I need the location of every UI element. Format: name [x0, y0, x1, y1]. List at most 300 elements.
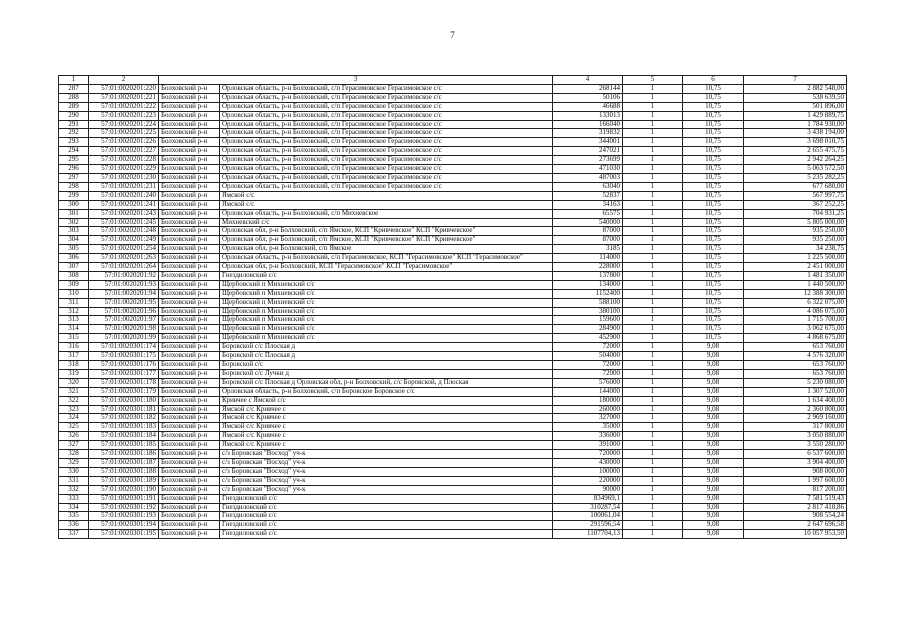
cadastral-number-cell: 57:01:0020301:177	[89, 369, 159, 378]
address-cell: Боровской с/с	[220, 361, 553, 370]
row-number-cell: 287	[59, 84, 89, 93]
row-number-cell: 320	[59, 378, 89, 387]
area-cell: 268144	[553, 84, 623, 93]
table-row	[59, 441, 847, 450]
district-cell: Болховский р-н	[159, 458, 220, 467]
district-cell: Болховский р-н	[159, 494, 220, 503]
cadastral-value-cell: 1 225 500,00	[744, 254, 847, 263]
address-cell: Ямской с/с Кривчее с	[220, 432, 553, 441]
row-number-cell: 290	[59, 111, 89, 120]
cadastral-value-cell: 3 062 675,00	[744, 325, 847, 334]
column-header: 3	[159, 76, 553, 85]
table-row	[59, 209, 847, 218]
count-cell: 1	[623, 289, 683, 298]
count-cell: 1	[623, 111, 683, 120]
address-cell: Боровской с/с Плоская д	[220, 352, 553, 361]
count-cell: 1	[623, 165, 683, 174]
row-number-cell: 329	[59, 458, 89, 467]
area-cell: 319832	[553, 129, 623, 138]
rate-cell: 10,75	[683, 84, 744, 93]
count-cell: 1	[623, 396, 683, 405]
count-cell: 1	[623, 494, 683, 503]
cadastral-number-cell: 57:01:0020301:194	[89, 521, 159, 530]
district-cell: Болховский р-н	[159, 191, 220, 200]
row-number-cell: 337	[59, 530, 89, 539]
rate-cell: 9,08	[683, 521, 744, 530]
cadastral-table-sheet	[58, 75, 847, 539]
rate-cell: 10,75	[683, 227, 744, 236]
rate-cell: 10,75	[683, 254, 744, 263]
address-cell: Орловская область, р-н Болховский, с/п Герасимовское, КСП "Герасимовское" КСП "Герасимовское"	[220, 254, 553, 263]
cadastral-number-cell: 57:01:0020201:227	[89, 147, 159, 156]
cadastral-value-cell: 908 000,00	[744, 467, 847, 476]
district-cell: Болховский р-н	[159, 396, 220, 405]
cadastral-number-cell: 57:01:0020301:182	[89, 414, 159, 423]
district-cell: Болховский р-н	[159, 298, 220, 307]
area-cell: 487003	[553, 173, 623, 182]
area-cell: 344001	[553, 138, 623, 147]
address-cell: Орловская обл, р-н Болховский, с/п Ямское, КСП "Кривчевское" КСП "Кривчевское"	[220, 236, 553, 245]
count-cell: 1	[623, 405, 683, 414]
count-cell: 1	[623, 325, 683, 334]
column-header: 4	[553, 76, 623, 85]
area-cell: 52837	[553, 191, 623, 200]
cadastral-value-cell: 935 250,00	[744, 227, 847, 236]
area-cell: 63040	[553, 182, 623, 191]
area-cell: 166040	[553, 120, 623, 129]
row-number-cell: 315	[59, 334, 89, 343]
area-cell: 336000	[553, 432, 623, 441]
count-cell: 1	[623, 441, 683, 450]
count-cell: 1	[623, 458, 683, 467]
cadastral-number-cell: 57:01:0020201:249	[89, 236, 159, 245]
district-cell: Болховский р-н	[159, 93, 220, 102]
area-cell: 291596,54	[553, 521, 623, 530]
rate-cell: 9,08	[683, 414, 744, 423]
cadastral-number-cell: 57:01:0020301:181	[89, 405, 159, 414]
cadastral-value-cell: 10 057 953,50	[744, 530, 847, 539]
address-cell: Щербовский п Михневский с/с	[220, 316, 553, 325]
cadastral-number-cell: 57:01:0020301:184	[89, 432, 159, 441]
count-cell: 1	[623, 236, 683, 245]
count-cell: 1	[623, 120, 683, 129]
area-cell: 46688	[553, 102, 623, 111]
row-number-cell: 302	[59, 218, 89, 227]
count-cell: 1	[623, 209, 683, 218]
column-header: 6	[683, 76, 744, 85]
table-row	[59, 432, 847, 441]
rate-cell: 10,75	[683, 325, 744, 334]
cadastral-value-cell: 1 481 350,00	[744, 271, 847, 280]
row-number-cell: 321	[59, 387, 89, 396]
rate-cell: 10,75	[683, 289, 744, 298]
district-cell: Болховский р-н	[159, 182, 220, 191]
rate-cell: 10,75	[683, 138, 744, 147]
rate-cell: 10,75	[683, 271, 744, 280]
row-number-cell: 299	[59, 191, 89, 200]
cadastral-number-cell: 57:01:0020201:229	[89, 165, 159, 174]
count-cell: 1	[623, 156, 683, 165]
table-row	[59, 405, 847, 414]
district-cell: Болховский р-н	[159, 316, 220, 325]
district-cell: Болховский р-н	[159, 138, 220, 147]
district-cell: Болховский р-н	[159, 200, 220, 209]
table-row	[59, 84, 847, 93]
count-cell: 1	[623, 227, 683, 236]
count-cell: 1	[623, 245, 683, 254]
count-cell: 1	[623, 361, 683, 370]
district-cell: Болховский р-н	[159, 405, 220, 414]
area-cell: 720000	[553, 450, 623, 459]
rate-cell: 10,75	[683, 165, 744, 174]
count-cell: 1	[623, 476, 683, 485]
table-row	[59, 467, 847, 476]
cadastral-value-cell: 4 576 320,00	[744, 352, 847, 361]
district-cell: Болховский р-н	[159, 209, 220, 218]
address-cell: Орловская область, р-н Болховский, с/п Герасимовское Герасимовское с/с	[220, 182, 553, 191]
cadastral-value-cell: 1 429 889,75	[744, 111, 847, 120]
count-cell: 1	[623, 138, 683, 147]
cadastral-value-cell: 6 537 600,00	[744, 450, 847, 459]
cadastral-value-cell: 935 250,00	[744, 236, 847, 245]
cadastral-value-cell: 5 230 080,00	[744, 378, 847, 387]
rate-cell: 9,08	[683, 503, 744, 512]
area-cell: 260000	[553, 405, 623, 414]
cadastral-number-cell: 57:01:0020301:186	[89, 450, 159, 459]
area-cell: 588100	[553, 298, 623, 307]
cadastral-value-cell: 2 817 410,86	[744, 503, 847, 512]
address-cell: Гнездиловский с/с	[220, 521, 553, 530]
row-number-cell: 317	[59, 352, 89, 361]
rate-cell: 10,75	[683, 334, 744, 343]
count-cell: 1	[623, 450, 683, 459]
cadastral-value-cell: 3 698 010,75	[744, 138, 847, 147]
table-row	[59, 218, 847, 227]
row-number-cell: 293	[59, 138, 89, 147]
cadastral-number-cell: 57:01:0020201:240	[89, 191, 159, 200]
row-number-cell: 294	[59, 147, 89, 156]
district-cell: Болховский р-н	[159, 414, 220, 423]
cadastral-value-cell: 2 451 000,00	[744, 263, 847, 272]
cadastral-value-cell: 817 200,00	[744, 485, 847, 494]
table-row	[59, 120, 847, 129]
page-number: 7	[450, 30, 455, 40]
address-cell: Орловская область, р-н Болховский, с/п Герасимовское Герасимовское с/с	[220, 111, 553, 120]
address-cell: Михневский с/с	[220, 218, 553, 227]
address-cell: Ямской с/с Кривчее с	[220, 405, 553, 414]
district-cell: Болховский р-н	[159, 503, 220, 512]
area-cell: 144000	[553, 387, 623, 396]
rate-cell: 10,75	[683, 200, 744, 209]
cadastral-value-cell: 5 805 000,00	[744, 218, 847, 227]
area-cell: 133013	[553, 111, 623, 120]
cadastral-number-cell: 57:01:0020301:195	[89, 530, 159, 539]
cadastral-value-cell: 1 634 400,00	[744, 396, 847, 405]
rate-cell: 9,08	[683, 458, 744, 467]
cadastral-value-table	[58, 75, 847, 539]
address-cell: Орловская обл, р-н Болховский, с/п Ямское	[220, 245, 553, 254]
row-number-cell: 295	[59, 156, 89, 165]
row-number-cell: 333	[59, 494, 89, 503]
address-cell: Орловская область, р-н Болховский, с/п Боровское Боровское с/с	[220, 387, 553, 396]
count-cell: 1	[623, 182, 683, 191]
address-cell: Орловская область, р-н Болховский, с/п Герасимовское Герасимовское с/с	[220, 147, 553, 156]
row-number-cell: 323	[59, 405, 89, 414]
count-cell: 1	[623, 503, 683, 512]
address-cell: Гнездиловский с/с	[220, 503, 553, 512]
table-row	[59, 476, 847, 485]
table-row	[59, 93, 847, 102]
row-number-cell: 330	[59, 467, 89, 476]
table-row	[59, 173, 847, 182]
row-number-cell: 304	[59, 236, 89, 245]
cadastral-value-cell: 2 647 696,58	[744, 521, 847, 530]
cadastral-number-cell: 57:01:0020301:188	[89, 467, 159, 476]
district-cell: Болховский р-н	[159, 521, 220, 530]
district-cell: Болховский р-н	[159, 441, 220, 450]
area-cell: 65575	[553, 209, 623, 218]
column-header: 7	[744, 76, 847, 85]
count-cell: 1	[623, 467, 683, 476]
row-number-cell: 305	[59, 245, 89, 254]
cadastral-number-cell: 57:01:0020201:264	[89, 263, 159, 272]
rate-cell: 10,75	[683, 307, 744, 316]
address-cell: Щербовский п Михневский с/с	[220, 280, 553, 289]
address-cell: с/з Боровская "Восход" уч-к	[220, 485, 553, 494]
rate-cell: 9,08	[683, 387, 744, 396]
table-row	[59, 191, 847, 200]
cadastral-number-cell: 57:01:0020201:95	[89, 298, 159, 307]
cadastral-number-cell: 57:01:0020201:99	[89, 334, 159, 343]
area-cell: 72000	[553, 343, 623, 352]
area-cell: 87000	[553, 227, 623, 236]
table-row	[59, 271, 847, 280]
count-cell: 1	[623, 378, 683, 387]
area-cell: 380100	[553, 307, 623, 316]
rate-cell: 10,75	[683, 209, 744, 218]
row-number-cell: 309	[59, 280, 89, 289]
district-cell: Болховский р-н	[159, 343, 220, 352]
row-number-cell: 335	[59, 512, 89, 521]
row-number-cell: 301	[59, 209, 89, 218]
cadastral-number-cell: 57:01:0020301:175	[89, 352, 159, 361]
count-cell: 1	[623, 352, 683, 361]
rate-cell: 9,08	[683, 485, 744, 494]
cadastral-number-cell: 57:01:0020301:187	[89, 458, 159, 467]
district-cell: Болховский р-н	[159, 120, 220, 129]
table-row	[59, 396, 847, 405]
district-cell: Болховский р-н	[159, 245, 220, 254]
cadastral-value-cell: 4 086 075,00	[744, 307, 847, 316]
cadastral-value-cell: 567 997,75	[744, 191, 847, 200]
address-cell: Орловская область, р-н Болховский, с/п Герасимовское Герасимовское с/с	[220, 165, 553, 174]
count-cell: 1	[623, 218, 683, 227]
table-row	[59, 307, 847, 316]
count-cell: 1	[623, 280, 683, 289]
district-cell: Болховский р-н	[159, 156, 220, 165]
cadastral-number-cell: 57:01:0020201:92	[89, 271, 159, 280]
address-cell: Щербовский п Михневский с/с	[220, 307, 553, 316]
rate-cell: 9,08	[683, 352, 744, 361]
row-number-cell: 289	[59, 102, 89, 111]
rate-cell: 10,75	[683, 173, 744, 182]
rate-cell: 9,08	[683, 423, 744, 432]
rate-cell: 10,75	[683, 156, 744, 165]
count-cell: 1	[623, 387, 683, 396]
address-cell: Боровской с/с Плоская д Орловская обл, р-н Болховский, с/с Боровской, д Плоская	[220, 378, 553, 387]
cadastral-value-cell: 501 896,00	[744, 102, 847, 111]
row-number-cell: 312	[59, 307, 89, 316]
count-cell: 1	[623, 521, 683, 530]
district-cell: Болховский р-н	[159, 218, 220, 227]
address-cell: Кривчее с Ямской с/с	[220, 396, 553, 405]
address-cell: Орловская обл, р-н Болховский, КСП "Герасимовское" КСП "Герасимовское"	[220, 263, 553, 272]
rate-cell: 10,75	[683, 218, 744, 227]
area-cell: 3185	[553, 245, 623, 254]
rate-cell: 9,08	[683, 343, 744, 352]
cadastral-value-cell: 653 760,00	[744, 369, 847, 378]
table-row	[59, 450, 847, 459]
address-cell: Орловская обл, р-н Болховский, с/п Ямское, КСП "Кривчевское" КСП "Кривчевское"	[220, 227, 553, 236]
table-row	[59, 227, 847, 236]
table-row	[59, 521, 847, 530]
rate-cell: 9,08	[683, 361, 744, 370]
row-number-cell: 310	[59, 289, 89, 298]
district-cell: Болховский р-н	[159, 102, 220, 111]
address-cell: Ямской с/с Кривчее с	[220, 423, 553, 432]
count-cell: 1	[623, 343, 683, 352]
area-cell: 87000	[553, 236, 623, 245]
table-body	[59, 76, 847, 539]
table-row	[59, 503, 847, 512]
table-row	[59, 236, 847, 245]
district-cell: Болховский р-н	[159, 450, 220, 459]
table-row	[59, 352, 847, 361]
cadastral-number-cell: 57:01:0020301:189	[89, 476, 159, 485]
district-cell: Болховский р-н	[159, 227, 220, 236]
cadastral-number-cell: 57:01:0020301:185	[89, 441, 159, 450]
cadastral-number-cell: 57:01:0020201:94	[89, 289, 159, 298]
rate-cell: 9,08	[683, 396, 744, 405]
table-row	[59, 316, 847, 325]
district-cell: Болховский р-н	[159, 378, 220, 387]
cadastral-number-cell: 57:01:0020301:192	[89, 503, 159, 512]
count-cell: 1	[623, 263, 683, 272]
area-cell: 834969,1	[553, 494, 623, 503]
row-number-cell: 318	[59, 361, 89, 370]
address-cell: Орловская область, р-н Болховский, с/п Герасимовское Герасимовское с/с	[220, 84, 553, 93]
rate-cell: 9,08	[683, 405, 744, 414]
row-number-cell: 307	[59, 263, 89, 272]
district-cell: Болховский р-н	[159, 173, 220, 182]
area-cell: 273699	[553, 156, 623, 165]
count-cell: 1	[623, 316, 683, 325]
district-cell: Болховский р-н	[159, 236, 220, 245]
cadastral-number-cell: 57:01:0020201:220	[89, 84, 159, 93]
row-number-cell: 324	[59, 414, 89, 423]
address-cell: Ямской с/с Кривчее с	[220, 441, 553, 450]
address-cell: с/з Боровская "Восход" уч-к	[220, 450, 553, 459]
table-row	[59, 254, 847, 263]
district-cell: Болховский р-н	[159, 352, 220, 361]
table-row	[59, 138, 847, 147]
row-number-cell: 322	[59, 396, 89, 405]
rate-cell: 10,75	[683, 102, 744, 111]
district-cell: Болховский р-н	[159, 325, 220, 334]
area-cell: 50106	[553, 93, 623, 102]
cadastral-number-cell: 57:01:0020201:93	[89, 280, 159, 289]
rate-cell: 10,75	[683, 111, 744, 120]
cadastral-number-cell: 57:01:0020201:97	[89, 316, 159, 325]
rate-cell: 9,08	[683, 369, 744, 378]
cadastral-value-cell: 653 760,00	[744, 361, 847, 370]
address-cell: Боровской с/с Плоская д	[220, 343, 553, 352]
district-cell: Болховский р-н	[159, 485, 220, 494]
area-cell: 228000	[553, 263, 623, 272]
district-cell: Болховский р-н	[159, 111, 220, 120]
cadastral-value-cell: 1 715 700,00	[744, 316, 847, 325]
row-number-cell: 314	[59, 325, 89, 334]
address-cell: Щербовский п Михневский с/с	[220, 334, 553, 343]
table-row	[59, 387, 847, 396]
cadastral-value-cell: 6 322 075,00	[744, 298, 847, 307]
cadastral-number-cell: 57:01:0020201:228	[89, 156, 159, 165]
district-cell: Болховский р-н	[159, 530, 220, 539]
cadastral-value-cell: 704 931,25	[744, 209, 847, 218]
address-cell: Орловская область, р-н Болховский, с/п Герасимовское Герасимовское с/с	[220, 129, 553, 138]
column-header: 5	[623, 76, 683, 85]
address-cell: Ямской с/с	[220, 200, 553, 209]
address-cell: Орловская область, р-н Болховский, с/п Герасимовское Герасимовское с/с	[220, 173, 553, 182]
table-row	[59, 298, 847, 307]
count-cell: 1	[623, 512, 683, 521]
count-cell: 1	[623, 485, 683, 494]
count-cell: 1	[623, 271, 683, 280]
cadastral-number-cell: 57:01:0020201:248	[89, 227, 159, 236]
area-cell: 114000	[553, 254, 623, 263]
area-cell: 310287,54	[553, 503, 623, 512]
row-number-cell: 327	[59, 441, 89, 450]
cadastral-number-cell: 57:01:0020201:254	[89, 245, 159, 254]
cadastral-number-cell: 57:01:0020301:180	[89, 396, 159, 405]
rate-cell: 10,75	[683, 182, 744, 191]
count-cell: 1	[623, 93, 683, 102]
address-cell: Орловская область, р-н Болховский, с/п Герасимовское Герасимовское с/с	[220, 102, 553, 111]
cadastral-value-cell: 3 904 400,00	[744, 458, 847, 467]
table-row	[59, 485, 847, 494]
cadastral-number-cell: 57:01:0020301:178	[89, 378, 159, 387]
rate-cell: 9,08	[683, 378, 744, 387]
district-cell: Болховский р-н	[159, 263, 220, 272]
district-cell: Болховский р-н	[159, 129, 220, 138]
area-cell: 430000	[553, 458, 623, 467]
cadastral-number-cell: 57:01:0020301:176	[89, 361, 159, 370]
row-number-cell: 298	[59, 182, 89, 191]
table-row	[59, 280, 847, 289]
rate-cell: 10,75	[683, 93, 744, 102]
district-cell: Болховский р-н	[159, 84, 220, 93]
cadastral-number-cell: 57:01:0020201:243	[89, 209, 159, 218]
cadastral-number-cell: 57:01:0020201:231	[89, 182, 159, 191]
district-cell: Болховский р-н	[159, 476, 220, 485]
cadastral-number-cell: 57:01:0020301:191	[89, 494, 159, 503]
table-row	[59, 129, 847, 138]
cadastral-value-cell: 7 581 519,43	[744, 494, 847, 503]
count-cell: 1	[623, 530, 683, 539]
area-cell: 34163	[553, 200, 623, 209]
rate-cell: 9,08	[683, 494, 744, 503]
table-row	[59, 263, 847, 272]
